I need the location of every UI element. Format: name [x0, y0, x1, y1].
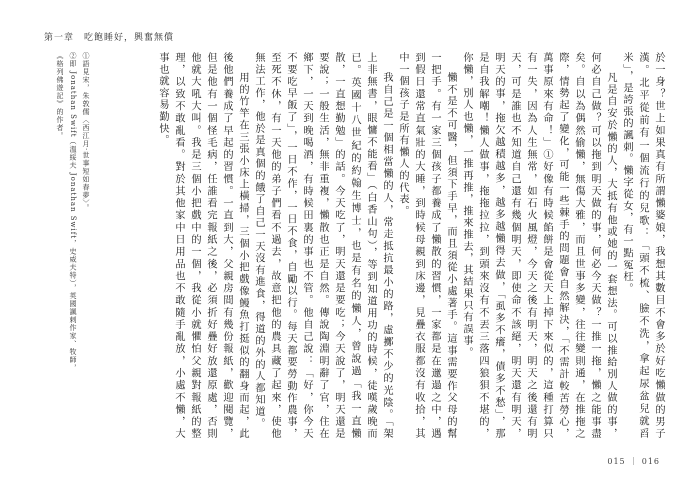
paragraph: 凡是自安於懶的人，大抵有他或她的一套想法。可以推給別人做的事，何必自己做？可以拖到明天做的事，何必今天做？一推一拖，懶之能事盡矣。自以為偶然偷懶，無傷大雅，而且世事多變，往往變則通，在推拖之際，情勢起了變化，可能一些棘手的問題會自然解決，「不需計較苦勞心，萬事原來有命！」①好像有時候餡餅是會從天上掉下來似的，這種打算只有一失，因為人生無常，如石火風燈，今天之後有明天，明天之後還有明天，可是誰也不知道自己還有幾個明天，即使命不該絕，明天還有明天，明天的事，拖欠越積越多，越多越懶得去做，「虱多不癢，債多不愁」，那是自我解嘲！懶人做事，拖拖拉拉，到頭來沒有不丟三落四狼狽不堪的，你懶，別人也懶，一推再推，推來推去，其結果只有誤事。 [461, 52, 616, 440]
footnote: ②即 Jonathan Swift（溫綏夫 Jonathan Swift，史威夫特），英國諷刺作家、牧師，《格列佛遊記》的作者。 [56, 52, 77, 372]
paragraph: 懶不是不可醫，但須下手早，而且須從小處著手。這事需要作父母的幫一把手。有一家三個孩子都養成了懶散的習慣，一家都是在邋遢之中，遇到假日還常直氣壯的大睡，到時候母親到床邊，見疊衣服都沒有收拾，其中一個孩子是所有懶人的代表。 [397, 52, 456, 440]
paragraph: 我自己是一個相當懶的人，常走抵抗最小的路，虛擲不少的光陰。「架上非無書，眼慵不能看」（白香山句），等到知道用功的時候，徒嘆歲晚而已。英國十八世紀的約翰生博士，也是有名的懶人，曾說過「我一直懶散，一直想勤勉」的話。今天吃了，明天還是要吃；今天說了，明天還是要說；一般生活，無非重複，懶散也正是自然。傳說陶淵明辭了官，住在鄉下，一天到晚喝酒，有時候田裏的事也不管。他自己說：「好，你今天不要吃早飯了」，一日不作，一日不食，自勵以行。每天都要勞動作農事，至死不休，有一天他的弟子們看不過去，故意把他的農具藏了起來，使他無法工作，他於是真個的餓了自己一天沒有進食，得道的外的人都知道。 [253, 52, 392, 440]
body-text [157, 52, 666, 440]
chapter-header: 第一章 吃飽睡好，興奮無償 [44, 33, 175, 43]
footnotes [48, 52, 92, 382]
paragraph: 用的竹竿在三張小床上橫掃，三個小把戲像鰻魚打挺似的翻身而起，此後他們養成了早起的習慣。一直到大，父親房間有幾份報紙，歡迎閱覽，但是他有一個怪毛病，任誰看完報紙之後，必須折好疊好放還原處，否則他就大吼大叫。我是三個小把戲中的一個，我從小就懼怕父親對報紙的整理，以致不敢亂看。對於其他家中日用品也不敢隨手亂放，小處不懶，大事也就容易勤快。 [157, 52, 248, 440]
page-number: 015 ｜ 016 [607, 457, 660, 466]
paragraph: 於一身？世上如果真有所謂懶婆娘，我想其數目不會多於好吃懶做的男子漢。北平從前有一個流行的兒歌：「頭不梳、臉不洗，拿起尿盆兒就舀米」，是誇張的諷刺。懶字從女，有一點冤枉。 [621, 52, 664, 440]
footnote: ①語見宋，朱敦儒〈西江月‧世事短如春夢〉。 [82, 52, 90, 212]
